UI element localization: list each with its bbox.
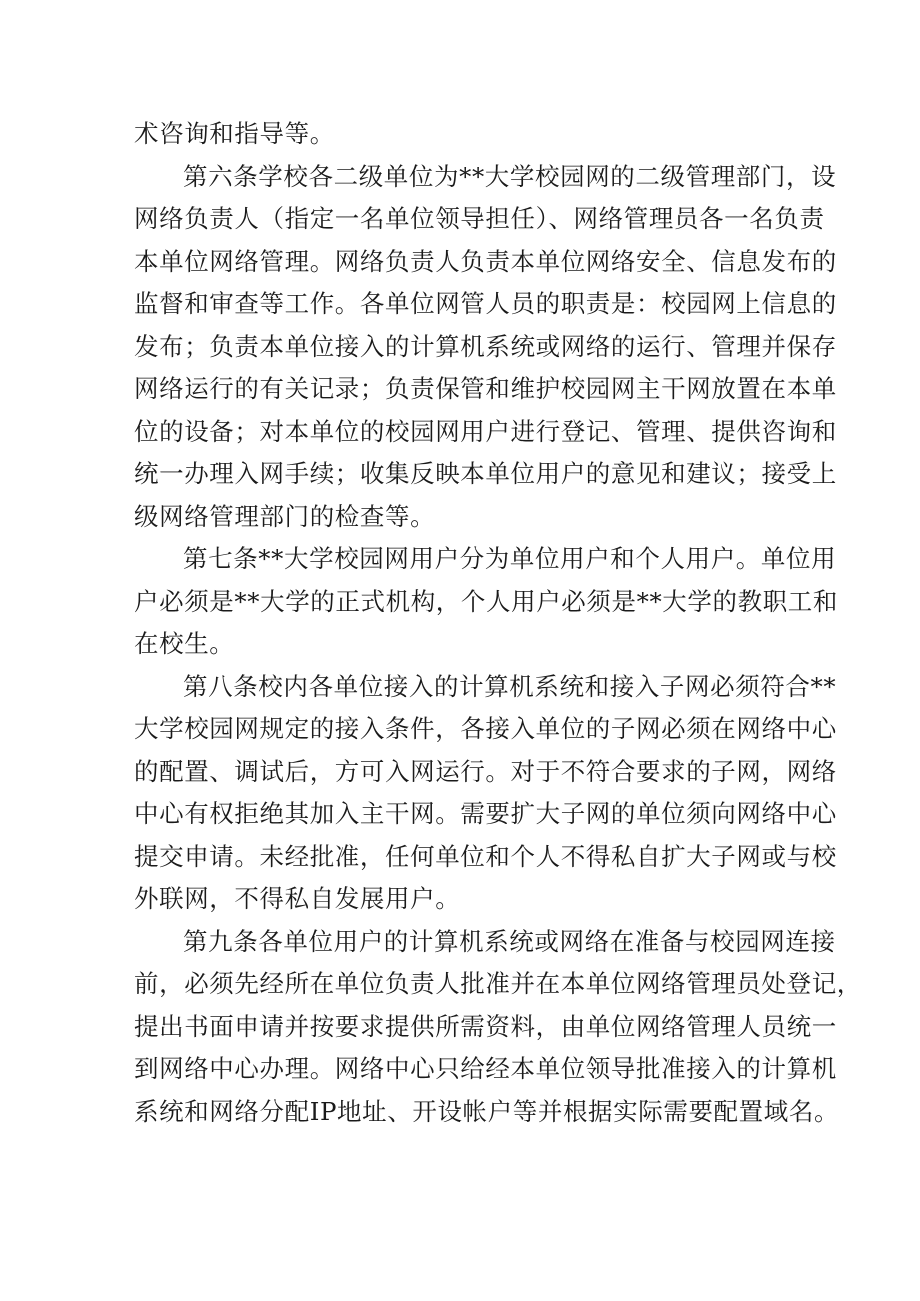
text-line: 第九条各单位用户的计算机系统或网络在准备与校园网连接 [183,926,836,956]
text-line: 发布；负责本单位接入的计算机系统或网络的运行、管理并保存 [134,331,837,361]
text-line: 本单位网络管理。网络负责人负责本单位网络安全、信息发布的 [134,246,837,276]
text-line: 到网络中心办理。网络中心只给经本单位领导批准接入的计算机 [134,1054,837,1083]
text-line: 第七条**大学校园网用户分为单位用户和个人用户。单位用 [183,544,837,573]
text-line: 第八条校内各单位接入的计算机系统和接入子网必须符合** [183,671,837,701]
text-line: 户必须是**大学的正式机构，个人用户必须是**大学的教职工和 [134,586,838,616]
text-line: 统一办理入网手续；收集反映本单位用户的意见和建议；接受上 [134,459,837,488]
text-line: 前，必须先经所在单位负责人批准并在本单位网络管理员处登记， [134,969,862,998]
text-line: 网络负责人（指定一名单位领导担任）、网络管理员各一名负责 [134,204,825,233]
text-line: 外联网，不得私自发展用户。 [134,884,461,913]
text-line: 网络运行的有关记录；负责保管和维护校园网主干网放置在本单 [134,374,837,403]
paragraph-article-9 [134,921,862,1134]
paragraph-article-7 [134,538,838,666]
text-line: 中心有权拒绝其加入主干网。需要扩大子网的单位须向网络中心 [134,799,837,828]
paragraph-article-8 [134,666,837,921]
paragraph-article-6 [134,156,837,539]
document-body [134,113,862,1133]
text-line: 第六条学校各二级单位为**大学校园网的二级管理部门，设 [183,161,837,191]
text-line: 的配置、调试后，方可入网运行。对于不符合要求的子网，网络 [134,756,837,786]
text-line: 提出书面申请并按要求提供所需资料，由单位网络管理人员统一 [134,1011,837,1041]
text-line: 在校生。 [134,629,235,658]
paragraph-article-5-tail [134,113,794,156]
text-line: 监督和审查等工作。各单位网管人员的职责是：校园网上信息的 [134,289,837,318]
text-line: 系统和网络分配IP地址、开设帐户等并根据实际需要配置域名。 [134,1096,840,1126]
text-line: 位的设备；对本单位的校园网用户进行登记、管理、提供咨询和 [134,416,837,446]
text-line: 术咨询和指导等。 [134,119,335,148]
text-line: 大学校园网规定的接入条件，各接入单位的子网必须在网络中心 [134,714,837,743]
text-line: 提交申请。未经批准，任何单位和个人不得私自扩大子网或与校 [134,841,837,871]
text-line: 级网络管理部门的检查等。 [134,501,436,531]
